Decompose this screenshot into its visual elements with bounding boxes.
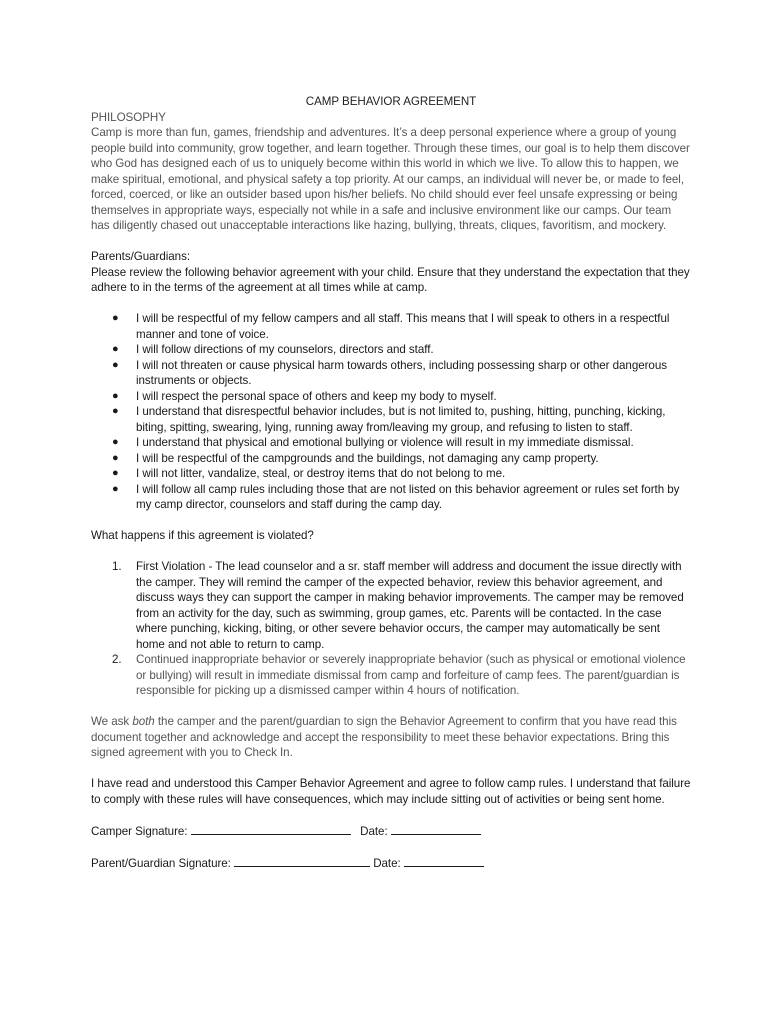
- bullet-icon: ●: [112, 467, 119, 479]
- spacer: [91, 807, 691, 823]
- list-item: [112, 389, 691, 405]
- rule-text: I will respect the personal space of others and keep my body to myself.: [136, 389, 497, 403]
- ask-before: We ask: [91, 715, 133, 728]
- list-item: [112, 311, 691, 342]
- rule-text: I will follow all camp rules including those that are not listed on this behavior agreement or rules set forth by my camp director, counselors and staff during the camp day.: [136, 482, 680, 511]
- parent-signature-row: [91, 855, 691, 872]
- list-item: [112, 466, 691, 482]
- rules-list: [91, 311, 691, 513]
- list-item: [112, 358, 691, 389]
- rule-text: I will not threaten or cause physical harm towards others, including possessing sharp or other dangerous instruments or objects.: [136, 358, 667, 387]
- bullet-icon: ●: [112, 405, 119, 417]
- spacer: [91, 761, 691, 777]
- camper-date-field[interactable]: [391, 823, 481, 835]
- camper-signature-row: [91, 823, 691, 840]
- list-number: 2.: [112, 653, 122, 666]
- rule-text: I will follow directions of my counselors, directors and staff.: [136, 343, 434, 356]
- acknowledgement-text: I have read and understood this Camper Behavior Agreement and agree to follow camp rules. I understand that failure to comply with these rules will have consequences, which may include sitting out of activities or being sent home.: [91, 777, 691, 806]
- bullet-icon: ●: [112, 358, 119, 371]
- agreement-page: [91, 94, 691, 871]
- philosophy-text: Camp is more than fun, games, friendship and adventures. It’s a deep personal experience where a group of young people build into community, grow together, and learn together. Through these times, our goal is to help them discover who God has designed each of us to uniquely become within this world in which we live. To allow this to happen, we make spiritual, emotional, and physical safety a top priority. At our camps, an individual will never be, or made to feel, forced, coerced, or like an outsider based upon his/her beliefs. No child should ever feel unsafe expressing or being themselves in appropriate ways, especially not while in a safe and inclusive environment like our camps. Our team has diligently chased out unacceptable interactions like hazing, bullying, threats, cliques, favoritism, and mockery.: [91, 126, 690, 232]
- spacer: [91, 544, 691, 560]
- list-item: [112, 451, 691, 467]
- spacer: [91, 699, 691, 715]
- parent-date-field[interactable]: [404, 855, 484, 867]
- philosophy-heading: PHILOSOPHY: [91, 110, 166, 124]
- camper-signature-label: Camper Signature:: [91, 824, 188, 838]
- spacer: [91, 839, 691, 855]
- bullet-icon: ●: [112, 482, 119, 495]
- spacer: [91, 513, 691, 529]
- spacer: [91, 296, 691, 312]
- camper-date-label: Date:: [360, 824, 388, 838]
- list-item: [112, 482, 691, 513]
- list-number: 1.: [112, 560, 122, 573]
- spacer: [91, 234, 691, 250]
- rule-text: I understand that disrespectful behavior includes, but is not limited to, pushing, hitting, punching, kicking, biting, spitting, swearing, lying, running away from/leaving my group, and refusing to listen to staff.: [136, 405, 666, 434]
- bullet-icon: ●: [112, 436, 119, 448]
- parent-date-label: Date:: [373, 856, 401, 870]
- rule-text: I will not litter, vandalize, steal, or destroy items that do not belong to me.: [136, 467, 506, 480]
- list-item: [112, 652, 691, 699]
- violation-text: First Violation - The lead counselor and a sr. staff member will address and document the issue directly with the camper. They will remind the camper of the expected behavior, review this behavior agreement, and discuss ways they can support the camper in making behavior improvements. The camper may be removed from an activity for the day, such as swimming, group games, etc. Parents will be contacted. In the case where punching, kicking, biting, or other severe behavior occurs, the camper may automatically be sent home and not able to return to camp.: [136, 560, 684, 651]
- parent-signature-label: Parent/Guardian Signature:: [91, 856, 231, 870]
- violation-question: What happens if this agreement is violated?: [91, 529, 314, 542]
- list-item: [112, 404, 691, 435]
- parents-heading: Parents/Guardians:: [91, 250, 190, 263]
- ask-paragraph: [91, 714, 691, 761]
- bullet-icon: ●: [112, 312, 119, 324]
- violation-list: [91, 559, 691, 699]
- rule-text: I understand that physical and emotional bullying or violence will result in my immediate dismissal.: [136, 436, 634, 449]
- list-item: [112, 559, 691, 652]
- rule-text: I will be respectful of my fellow campers and all staff. This means that I will speak to others in a respectful manner and tone of voice.: [136, 312, 670, 341]
- violation-text: Continued inappropriate behavior or severely inappropriate behavior (such as physical or emotional violence or bullying) will result in immediate dismissal from camp and forfeiture of camp fees. The parent/guardian is responsible for picking up a dismissed camper within 4 hours of notification.: [136, 653, 686, 697]
- parents-text: Please review the following behavior agreement with your child. Ensure that they understand the expectation that they adhere to in the terms of the agreement at all times while at camp.: [91, 265, 690, 294]
- rule-text: I will be respectful of the campgrounds and the buildings, not damaging any camp property.: [136, 451, 599, 465]
- ask-after: the camper and the parent/guardian to sign the Behavior Agreement to confirm that you have read this document together and acknowledge and accept the responsibility to meet these behavior expectations. Bring this signed agreement with you to Check In.: [91, 715, 677, 759]
- bullet-icon: ●: [112, 389, 119, 402]
- list-item: [112, 435, 691, 451]
- ask-emphasis: both: [132, 715, 155, 728]
- list-item: [112, 342, 691, 358]
- bullet-icon: ●: [112, 451, 119, 464]
- document-title: CAMP BEHAVIOR AGREEMENT: [305, 95, 477, 108]
- bullet-icon: ●: [112, 343, 119, 355]
- parent-signature-field[interactable]: [234, 855, 370, 867]
- camper-signature-field[interactable]: [191, 823, 351, 835]
